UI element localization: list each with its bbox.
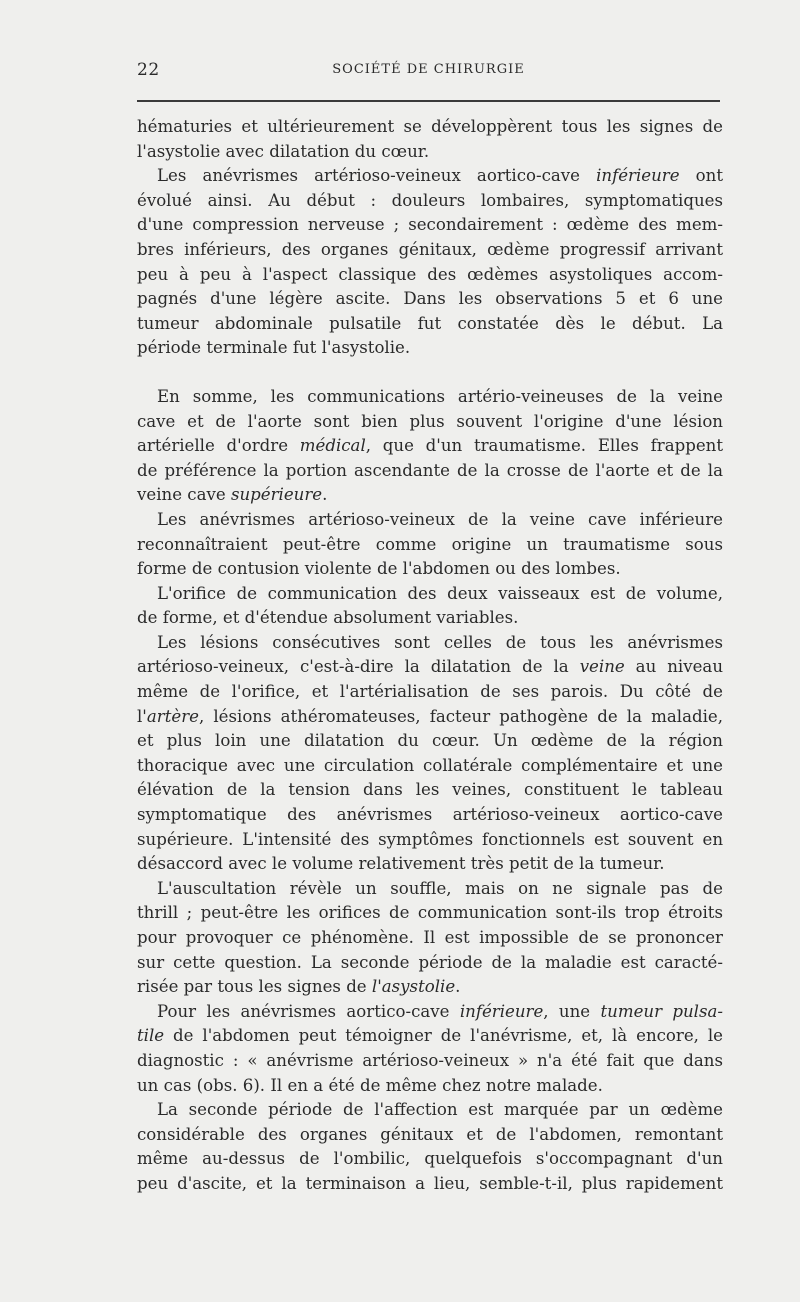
text-span: artérioso-veineux, c'est-à-dire la dilatation de la	[137, 657, 580, 677]
text-line: thoracique avec une circulation collatérale complémentaire et une	[137, 755, 723, 775]
text-line	[137, 705, 723, 730]
text-line: et plus loin une dilatation du cœur. Un œdème de la région	[137, 731, 723, 751]
text-line	[137, 434, 723, 459]
text-line: Les lésions consécutives sont celles de tous les anévrismes	[157, 632, 723, 652]
body-text	[137, 115, 723, 1197]
text-line: l'asystolie avec dilatation du cœur.	[137, 141, 430, 161]
text-span: .	[455, 977, 461, 997]
text-span: , une	[543, 1001, 601, 1021]
text-line: période terminale fut l'asystolie.	[137, 338, 411, 358]
text-span: au niveau	[624, 657, 724, 677]
text-line	[137, 655, 723, 680]
text-line: pagnés d'une légère ascite. Dans les observations 5 et 6 une	[137, 289, 723, 309]
text-line: hématuries et ultérieurement se développèrent tous les signes de	[137, 117, 723, 136]
text-span: artérielle d'ordre	[137, 436, 300, 456]
emphasis: supérieure	[230, 485, 323, 505]
text-line: sur cette question. La seconde période de la maladie est caracté-	[137, 952, 723, 972]
text-span: l'	[137, 706, 147, 726]
text-line: de forme, et d'étendue absolument variables.	[137, 608, 519, 628]
text-line: même au-dessus de l'ombilic, quelquefois s'occompagnant d'un	[137, 1149, 723, 1169]
text-line: L'auscultation révèle un souffle, mais on ne signale pas de	[157, 878, 723, 898]
text-line	[137, 975, 723, 1000]
text-line: d'une compression nerveuse ; secondairement : œdème des mem-	[137, 215, 723, 235]
emphasis: inférieure	[596, 166, 680, 186]
text-line: forme de contusion violente de l'abdomen ou des lombes.	[137, 559, 621, 579]
emphasis: veine	[579, 657, 625, 677]
journal-title: SOCIÉTÉ DE CHIRURGIE	[332, 62, 525, 77]
text-span: Pour les anévrismes aortico-cave	[157, 1001, 460, 1021]
text-span: , lésions athéromateuses, facteur pathogène de la maladie,	[198, 706, 723, 726]
text-line: diagnostic : « anévrisme artérioso-veineux » n'a été fait que dans	[137, 1050, 723, 1070]
text-line	[137, 1024, 723, 1049]
text-span: .	[322, 485, 328, 505]
emphasis: tile	[137, 1026, 165, 1046]
text-span: veine cave	[137, 485, 231, 505]
text-line	[137, 1000, 723, 1025]
text-line: élévation de la tension dans les veines, constituent le tableau	[137, 780, 723, 800]
text-span: Les anévrismes artérioso-veineux aortico-cave	[157, 166, 597, 186]
text-line: bres inférieurs, des organes génitaux, œdème progressif arrivant	[137, 239, 723, 259]
text-line: évolué ainsi. Au début : douleurs lombaires, symptomatiques	[137, 190, 723, 210]
page-number: 22	[137, 60, 160, 80]
text-span: ont	[679, 166, 723, 186]
text-span: de l'abdomen peut témoigner de l'anévrisme, et, là encore, le	[164, 1026, 723, 1046]
text-line	[137, 164, 723, 189]
text-line: de préférence la portion ascendante de la crosse de l'aorte et de la	[137, 460, 723, 480]
paragraph-gap	[137, 361, 723, 385]
running-head	[137, 60, 720, 84]
emphasis: l'asystolie	[371, 977, 456, 997]
text-line: supérieure. L'intensité des symptômes fonctionnels est souvent en	[137, 829, 723, 849]
text-line: symptomatique des anévrismes artérioso-veineux aortico-cave	[137, 805, 723, 825]
text-line: pour provoquer ce phénomène. Il est impossible de se prononcer	[137, 928, 723, 947]
header-rule	[137, 100, 720, 102]
text-line: tumeur abdominale pulsatile fut constatée dès le début. La	[137, 313, 723, 333]
text-line: cave et de l'aorte sont bien plus souvent l'origine d'une lésion	[137, 411, 723, 431]
text-line: peu d'ascite, et la terminaison a lieu, semble-t-il, plus rapidement	[137, 1173, 723, 1193]
text-span: , que d'un traumatisme. Elles frappent	[365, 436, 724, 456]
text-line: même de l'orifice, et l'artérialisation de ses parois. Du côté de	[137, 682, 723, 702]
text-line: un cas (obs. 6). Il en a été de même chez notre malade.	[137, 1075, 603, 1095]
emphasis: inférieure	[459, 1001, 544, 1021]
emphasis: artère	[146, 706, 199, 726]
text-line: considérable des organes génitaux et de l'abdomen, remontant	[137, 1124, 723, 1144]
text-line: peu à peu à l'aspect classique des œdèmes asystoliques accom-	[137, 264, 723, 284]
text-line: La seconde période de l'affection est marquée par un œdème	[157, 1100, 723, 1120]
text-line: reconnaîtraient peut-être comme origine un traumatisme sous	[137, 534, 723, 554]
text-line: thrill ; peut-être les orifices de communication sont-ils trop étroits	[137, 903, 723, 923]
text-line: L'orifice de communication des deux vaisseaux est de volume,	[157, 583, 723, 603]
text-line: désaccord avec le volume relativement très petit de la tumeur.	[137, 854, 665, 874]
text-line: En somme, les communications artério-veineuses de la veine	[157, 386, 723, 406]
text-line: Les anévrismes artérioso-veineux de la veine cave inférieure	[157, 509, 723, 529]
text-span: risée par tous les signes de	[137, 977, 372, 997]
text-line	[137, 483, 723, 508]
emphasis: médical	[299, 436, 366, 456]
emphasis: tumeur pulsa-	[600, 1001, 723, 1021]
